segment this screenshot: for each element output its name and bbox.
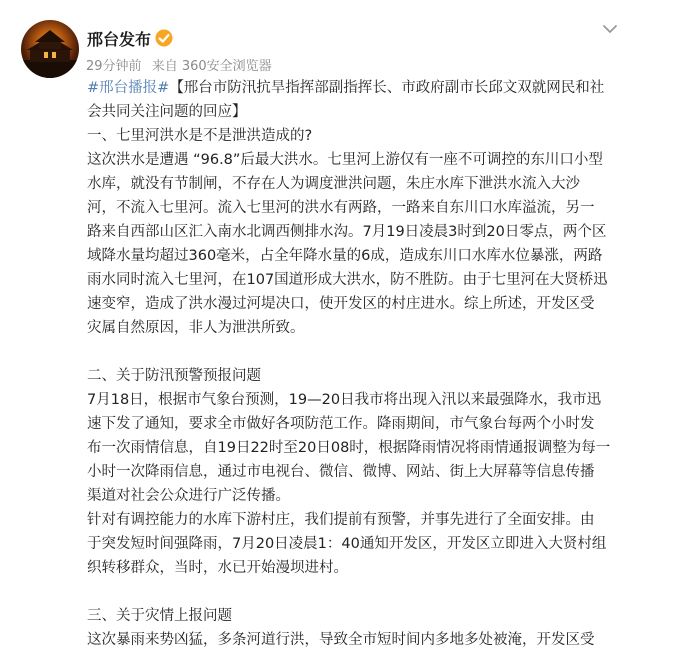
paragraph-line: 路来自西部山区汇入南水北调西侧排水沟。7月19日凌晨3时到20日零点，两个区 [87,224,607,240]
blank-line [87,580,627,604]
paragraph-line: 布一次雨情信息，自19日22时至20日08时，根据降雨情况将雨情通报调整为每一 [87,440,611,456]
post-meta [86,55,278,74]
verified-badge-icon [154,28,174,48]
post-title: 【邢台市防汛抗旱指挥部副指挥长、市政府副市长邱文双就网民和社 [169,80,605,96]
tower-silhouette-icon [21,20,79,78]
paragraph-line: 河，不流入七里河。流入七里河的洪水有两路，一路来自东川口水库溢流，另一 [87,200,595,216]
author-name[interactable]: 邢台发布 [87,30,152,49]
hashtag-link[interactable]: #邢台播报# [87,80,170,96]
paragraph-line: 织转移群众，当时，水已开始漫坝进村。 [87,560,348,576]
paragraph-line: 水库，就没有节制闸，不存在人为调度泄洪问题，朱庄水库下泄洪水流入大沙 [87,176,580,192]
paragraph-line: 域降水量均超过360毫米，占全年降水量的6成，造成东川口水库水位暴涨，两路 [87,248,603,264]
section-heading: 一、七里河洪水是不是泄洪造成的? [87,128,313,144]
paragraph-line: 小时一次降雨信息，通过市电视台、微信、微博、网站、街上大屏幕等信息传播 [87,464,595,480]
section-heading: 二、关于防汛预警预报问题 [87,368,261,384]
post-source: 来自 360安全浏览器 [151,59,272,74]
avatar[interactable] [21,20,79,78]
post-title-line-2: 会共同关注问题的回应】 [87,104,247,120]
paragraph-line: 这次洪水是遭遇 “96.8”后最大洪水。七里河上游仅有一座不可调控的东川口小型 [87,152,603,168]
paragraph-line: 7月18日，根据市气象台预测，19—20日我市将出现入汛以来最强降水，我市迅 [87,392,602,408]
post-content [87,76,627,652]
post-time[interactable]: 29分钟前 [86,59,142,74]
paragraph-line: 雨水同时流入七里河，在107国道形成大洪水，防不胜防。由于七里河在大贤桥迅 [87,272,608,288]
paragraph-line: 于突发短时间强降雨，7月20日凌晨1：40通知开发区，开发区立即进入大贤村组 [87,536,607,552]
section-heading: 三、关于灾情上报问题 [87,608,232,624]
paragraph-line: 速下发了通知，要求全市做好各项防范工作。降雨期间，市气象台每两个小时发 [87,416,595,432]
paragraph-line: 渠道对社会公众进行广泛传播。 [87,488,290,504]
chevron-down-icon[interactable] [599,18,621,40]
paragraph-line: 速变窄，造成了洪水漫过河堤决口，使开发区的村庄进水。综上所述，开发区受 [87,296,595,312]
paragraph-line: 灾属自然原因，非人为泄洪所致。 [87,320,305,336]
blank-line [87,340,627,364]
post-title-line [87,76,627,100]
paragraph-line: 这次暴雨来势凶猛，多条河道行洪，导致全市短时间内多地多处被淹，开发区受 [87,632,595,648]
paragraph-line: 针对有调控能力的水库下游村庄，我们提前有预警，并事先进行了全面安排。由 [87,512,595,528]
